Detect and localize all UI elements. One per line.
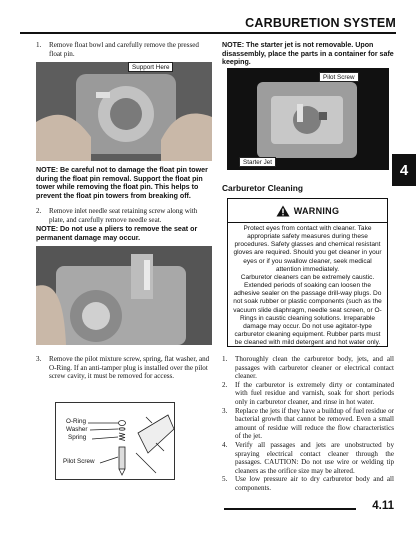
warning-line: attention immediately. xyxy=(275,265,340,273)
starter-jet-note: NOTE: The starter jet is not removable. Upon disassembly, place the parts in a container for safe keeping. xyxy=(222,41,394,67)
step-number: 3. xyxy=(222,406,228,415)
step-text: Replace the jets if they have a buildup of fuel residue or bacterial growth that cannot be removed. Even a small amount of residue will reduce the flow characteristics of the jet. xyxy=(235,406,394,441)
float-pin-note: NOTE: Be careful not to damage the float pin tower during the float pin removal. Support the float pin tower while removing the float pin. This helps to prevent the float pin towers from breaking off. xyxy=(36,166,208,201)
warning-line: procedures. Safety glasses and chemical resistant xyxy=(234,241,381,249)
warning-body xyxy=(228,223,387,349)
list-item xyxy=(222,407,394,441)
cleaning-steps-list xyxy=(222,355,394,493)
warning-line: Rings in caustic cleaning solutions. Irreparable xyxy=(239,314,375,322)
step-text: Remove inlet needle seat retaining screw along with plate, and carefully remove needle seat. xyxy=(49,207,198,224)
spring-label: Spring xyxy=(68,434,87,441)
step-number: 4. xyxy=(222,440,228,449)
list-item xyxy=(222,355,394,381)
section-title: Carburetor Cleaning xyxy=(222,183,303,193)
step-number: 5. xyxy=(222,475,228,484)
float-pin-photo xyxy=(36,62,212,161)
support-here-callout: Support Here xyxy=(128,62,173,72)
warning-heading: WARNING xyxy=(293,205,340,216)
warning-line: Protect eyes from contact with cleaner. Take xyxy=(243,225,372,232)
warning-header xyxy=(228,199,387,223)
list-item xyxy=(222,475,394,492)
step-text: Use low pressure air to dry carburetor body and all components. xyxy=(235,475,394,492)
footer-rule xyxy=(224,508,356,510)
left-step-1 xyxy=(36,41,212,58)
warning-triangle-icon xyxy=(276,205,290,217)
step-number: 1. xyxy=(222,355,228,363)
warning-line: appropriate safety measures during these xyxy=(247,233,368,241)
needle-seat-photo xyxy=(36,246,212,345)
pilot-screw-diagram xyxy=(55,402,175,480)
warning-line: Extended periods of soaking can loosen the xyxy=(243,282,372,290)
warning-line: not soak rubber or plastic components (such as the xyxy=(233,298,382,306)
warning-line: vacuum slide diaphragm, needle seat screen, or O- xyxy=(233,306,382,314)
step-number: 3. xyxy=(36,355,42,363)
carburetor-jets-photo xyxy=(227,68,389,170)
page-number: 4.11 xyxy=(372,500,394,512)
warning-box xyxy=(227,198,388,347)
list-item xyxy=(222,441,394,475)
pilot-screw-callout: Pilot Screw xyxy=(319,72,359,82)
oring-label: O-Ring xyxy=(66,418,86,425)
washer-label: Washer xyxy=(66,426,88,433)
needle-seat-note: NOTE: Do not use a pliers to remove the seat or permanent damage may occur. xyxy=(36,225,198,242)
page-header-title: CARBURETION SYSTEM xyxy=(245,16,396,30)
warning-line: carburetor cleaning equipment. Rubber parts must xyxy=(234,331,381,339)
step-text: Thoroughly clean the carburetor body, jets, and all passages with carburetor cleaner or electrical contact cleaner. xyxy=(235,355,394,381)
pilot-screw-label: Pilot Screw xyxy=(63,458,95,465)
left-step-3 xyxy=(36,355,212,381)
warning-line: eyes or if you swallow cleaner, seek medical xyxy=(243,257,372,265)
step-number: 1. xyxy=(36,41,42,49)
step-number: 2. xyxy=(36,207,42,215)
warning-line: Carburetor cleaners can be extremely caustic. xyxy=(240,273,375,281)
chapter-tab: 4 xyxy=(392,154,416,186)
header-rule xyxy=(20,32,396,34)
warning-line: adhesive sealer on the passage drill-way plugs. Do xyxy=(233,290,382,298)
step-text: Verify all passages and jets are unobstructed by spraying electrical contact cleaner through the passages. CAUTION: Do not use wire or welding tip cleaners as the orifice size may be altered. xyxy=(235,440,394,475)
step-number: 2. xyxy=(222,380,228,389)
starter-jet-callout: Starter Jet xyxy=(239,157,276,167)
step-text: Remove float bowl and carefully remove the pressed float pin. xyxy=(49,41,199,58)
step-text: If the carburetor is extremely dirty or contaminated with fuel residue and varnish, soak for short periods only in carburetor cleaner, and rinse in hot water. xyxy=(235,380,394,406)
step-text: Remove the pilot mixture screw, spring, flat washer, and O-Ring. If an anti-tamper plug is installed over the pilot screw cavity, it must be removed for access. xyxy=(49,355,210,381)
warning-line: be cleaned with mild detergent and hot water only. xyxy=(234,339,381,347)
left-step-2 xyxy=(36,207,212,224)
warning-line: gloves are required. Should you get cleaner in your xyxy=(233,249,382,257)
list-item xyxy=(222,381,394,407)
warning-line: damage may occur. Do not use agitator-type xyxy=(243,322,372,330)
